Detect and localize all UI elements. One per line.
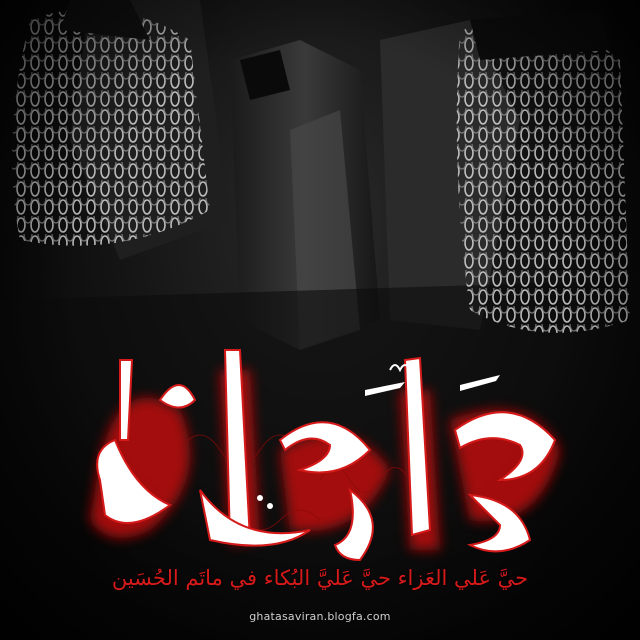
calligraphy-headline — [60, 330, 580, 570]
subtitle-caption: حيَّ عَلي العَزاء حيَّ عَليَّ البُكاء في ماتَم الحُسَين — [111, 566, 529, 590]
website-watermark: ghatasaviran.blogfa.com — [249, 610, 391, 623]
